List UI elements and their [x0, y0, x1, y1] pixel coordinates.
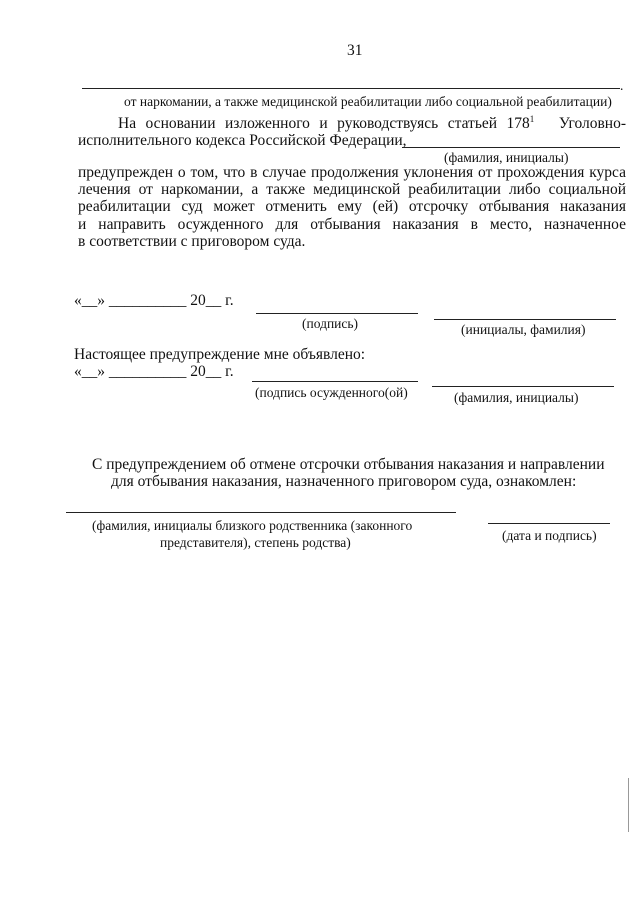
sign1-date: «__» __________ 20__ г. [74, 292, 234, 309]
ack-line1: С предупреждением об отмене отсрочки отбывания наказания и направлении [92, 456, 605, 473]
notice-date: «__» __________ 20__ г. [74, 363, 234, 380]
date-sign-caption: (дата и подпись) [502, 528, 597, 543]
relative-caption-line1: (фамилия, инициалы близкого родственника (законного [92, 518, 413, 533]
relative-fill-line [66, 512, 456, 513]
para1-line1 [118, 115, 626, 132]
notice-signature-caption: (подпись осужденного(ой) [255, 385, 408, 400]
para1-line2: исполнительного кодекса Российской Федерации, [78, 132, 407, 149]
name-caption: (фамилия, инициалы) [444, 150, 569, 165]
ack-line2: для отбывания наказания, назначенного приговором суда, ознакомлен: [111, 473, 577, 490]
relative-caption-line2: представителя), степень родства) [160, 535, 351, 550]
sign1-signature-caption: (подпись) [302, 316, 359, 331]
notice-name-caption: (фамилия, инициалы) [454, 390, 579, 405]
para2-line2: лечения от наркомании, а также медицинской реабилитации либо социальной [78, 181, 626, 198]
notice-text: Настоящее предупреждение мне объявлено: [74, 346, 366, 363]
para1-line1-start: На основании изложенного и руководствуясь статьей 178 [118, 115, 530, 132]
name-fill-line [402, 147, 620, 148]
notice-signature-line [252, 381, 418, 382]
sign1-name-caption: (инициалы, фамилия) [461, 322, 586, 337]
para1-article-sup: 1 [529, 114, 535, 124]
top-line-dot: . [620, 78, 624, 93]
para2-line3: реабилитации суд может отменить ему (ей) отсрочку отбывания наказания [78, 198, 626, 215]
para2-line4: и направить осужденного для отбывания наказания в место, назначенное [78, 216, 626, 233]
scan-edge-mark [628, 778, 629, 832]
sign1-name-line [434, 319, 616, 320]
top-fill-line [82, 88, 620, 89]
sign1-signature-line [256, 313, 418, 314]
header-fragment: от наркомании, а также медицинской реабилитации либо социальной реабилитации) [124, 94, 612, 109]
date-sign-fill-line [488, 523, 610, 524]
para2-line1: предупрежден о том, что в случае продолжения уклонения от прохождения курса [78, 164, 626, 181]
page-number: 31 [347, 42, 363, 59]
para2-line5: в соответствии с приговором суда. [78, 233, 306, 250]
notice-name-line [432, 386, 614, 387]
para1-line1-end: Уголовно- [558, 115, 626, 132]
